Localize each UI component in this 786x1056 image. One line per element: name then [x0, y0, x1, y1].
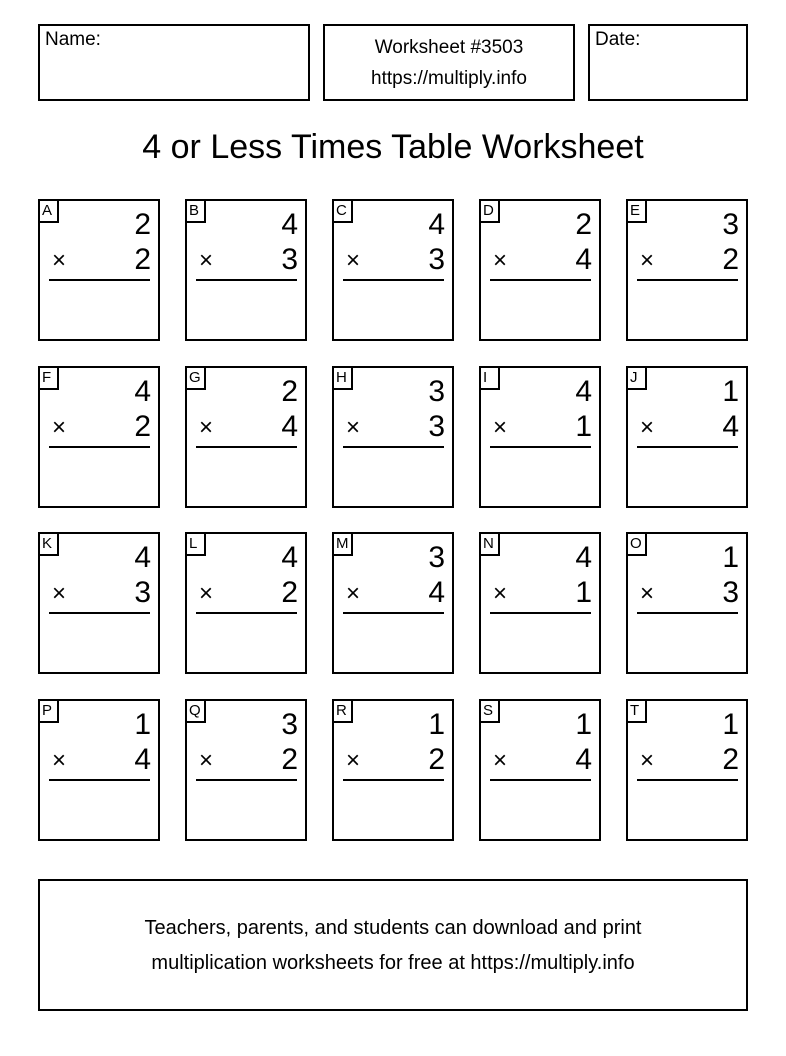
multiplier: 2 — [722, 743, 739, 776]
multiplier: 2 — [281, 743, 298, 776]
answer-line — [490, 446, 591, 448]
multiplier: 2 — [722, 243, 739, 276]
multiplier: 3 — [134, 576, 151, 609]
problem-letter: L — [185, 532, 206, 556]
multiplicand: 1 — [575, 708, 592, 741]
problem-letter: S — [479, 699, 500, 723]
multiplicand: 2 — [281, 375, 298, 408]
answer-line — [490, 612, 591, 614]
footer-line-2: multiplication worksheets for free at https://multiply.info — [151, 952, 635, 974]
answer-line — [637, 446, 738, 448]
times-sign: × — [640, 414, 655, 441]
times-sign: × — [493, 747, 508, 774]
multiplier: 4 — [428, 576, 445, 609]
problem-card-k[interactable] — [38, 532, 160, 674]
times-sign: × — [199, 747, 214, 774]
answer-line — [637, 612, 738, 614]
answer-line — [49, 446, 150, 448]
problem-letter: E — [626, 199, 647, 223]
worksheet-number: Worksheet #3503 — [374, 37, 524, 58]
problem-letter: M — [332, 532, 353, 556]
problem-card-a[interactable] — [38, 199, 160, 341]
multiplier: 4 — [281, 410, 298, 443]
problem-letter: H — [332, 366, 353, 390]
problem-card-r[interactable] — [332, 699, 454, 841]
multiplier: 3 — [722, 576, 739, 609]
answer-line — [49, 612, 150, 614]
multiplier: 4 — [134, 743, 151, 776]
problem-card-n[interactable] — [479, 532, 601, 674]
times-sign: × — [346, 747, 361, 774]
problem-letter: C — [332, 199, 353, 223]
problem-letter: O — [626, 532, 647, 556]
problem-letter: A — [38, 199, 59, 223]
problem-card-m[interactable] — [332, 532, 454, 674]
times-sign: × — [493, 414, 508, 441]
multiplicand: 1 — [428, 708, 445, 741]
answer-line — [49, 779, 150, 781]
worksheet-info-box — [323, 24, 575, 101]
problem-card-b[interactable] — [185, 199, 307, 341]
answer-line — [637, 779, 738, 781]
multiplicand: 3 — [281, 708, 298, 741]
answer-line — [637, 279, 738, 281]
multiplier: 4 — [575, 243, 592, 276]
multiplier: 2 — [428, 743, 445, 776]
problem-letter: J — [626, 366, 647, 390]
multiplier: 1 — [575, 576, 592, 609]
multiplicand: 4 — [134, 375, 151, 408]
multiplier: 3 — [428, 243, 445, 276]
problem-card-s[interactable] — [479, 699, 601, 841]
answer-line — [196, 779, 297, 781]
problem-card-h[interactable] — [332, 366, 454, 508]
multiplicand: 1 — [722, 541, 739, 574]
problem-letter: I — [479, 366, 500, 390]
times-sign: × — [493, 247, 508, 274]
name-label: Name: — [45, 29, 101, 50]
multiplier: 3 — [428, 410, 445, 443]
multiplicand: 3 — [428, 375, 445, 408]
multiplicand: 3 — [428, 541, 445, 574]
multiplier: 2 — [134, 410, 151, 443]
multiplicand: 4 — [575, 541, 592, 574]
times-sign: × — [346, 580, 361, 607]
problem-letter: N — [479, 532, 500, 556]
times-sign: × — [346, 414, 361, 441]
problem-letter: Q — [185, 699, 206, 723]
times-sign: × — [52, 580, 67, 607]
times-sign: × — [493, 580, 508, 607]
problem-letter: P — [38, 699, 59, 723]
problem-card-t[interactable] — [626, 699, 748, 841]
problem-letter: F — [38, 366, 59, 390]
answer-line — [343, 279, 444, 281]
multiplier: 3 — [281, 243, 298, 276]
answer-line — [196, 446, 297, 448]
multiplicand: 4 — [575, 375, 592, 408]
answer-line — [490, 279, 591, 281]
problem-letter: T — [626, 699, 647, 723]
times-sign: × — [640, 247, 655, 274]
problem-card-e[interactable] — [626, 199, 748, 341]
multiplicand: 2 — [575, 208, 592, 241]
multiplicand: 1 — [722, 708, 739, 741]
problem-card-d[interactable] — [479, 199, 601, 341]
problem-letter: K — [38, 532, 59, 556]
multiplicand: 3 — [722, 208, 739, 241]
times-sign: × — [199, 580, 214, 607]
times-sign: × — [52, 747, 67, 774]
page-title: 4 or Less Times Table Worksheet — [142, 128, 644, 166]
date-field[interactable] — [588, 24, 748, 101]
answer-line — [49, 279, 150, 281]
answer-line — [343, 612, 444, 614]
footer-line-1: Teachers, parents, and students can download and print — [144, 917, 642, 939]
worksheet-url: https://multiply.info — [371, 68, 527, 89]
times-sign: × — [346, 247, 361, 274]
times-sign: × — [199, 247, 214, 274]
multiplicand: 4 — [428, 208, 445, 241]
multiplicand: 2 — [134, 208, 151, 241]
answer-line — [343, 779, 444, 781]
problem-letter: B — [185, 199, 206, 223]
multiplicand: 4 — [281, 541, 298, 574]
times-sign: × — [640, 747, 655, 774]
problem-letter: G — [185, 366, 206, 390]
problem-card-j[interactable] — [626, 366, 748, 508]
multiplier: 4 — [575, 743, 592, 776]
problem-card-l[interactable] — [185, 532, 307, 674]
footer-box — [38, 879, 748, 1011]
name-field[interactable] — [38, 24, 310, 101]
problem-card-g[interactable] — [185, 366, 307, 508]
answer-line — [343, 446, 444, 448]
times-sign: × — [52, 247, 67, 274]
multiplicand: 1 — [134, 708, 151, 741]
multiplier: 2 — [281, 576, 298, 609]
problem-card-o[interactable] — [626, 532, 748, 674]
multiplicand: 4 — [281, 208, 298, 241]
problem-card-c[interactable] — [332, 199, 454, 341]
problem-card-q[interactable] — [185, 699, 307, 841]
problem-letter: D — [479, 199, 500, 223]
multiplier: 4 — [722, 410, 739, 443]
answer-line — [196, 279, 297, 281]
problem-card-f[interactable] — [38, 366, 160, 508]
answer-line — [490, 779, 591, 781]
problem-card-i[interactable] — [479, 366, 601, 508]
multiplier: 1 — [575, 410, 592, 443]
multiplicand: 4 — [134, 541, 151, 574]
problem-card-p[interactable] — [38, 699, 160, 841]
date-label: Date: — [595, 29, 641, 50]
problem-letter: R — [332, 699, 353, 723]
multiplier: 2 — [134, 243, 151, 276]
times-sign: × — [199, 414, 214, 441]
answer-line — [196, 612, 297, 614]
times-sign: × — [640, 580, 655, 607]
times-sign: × — [52, 414, 67, 441]
multiplicand: 1 — [722, 375, 739, 408]
